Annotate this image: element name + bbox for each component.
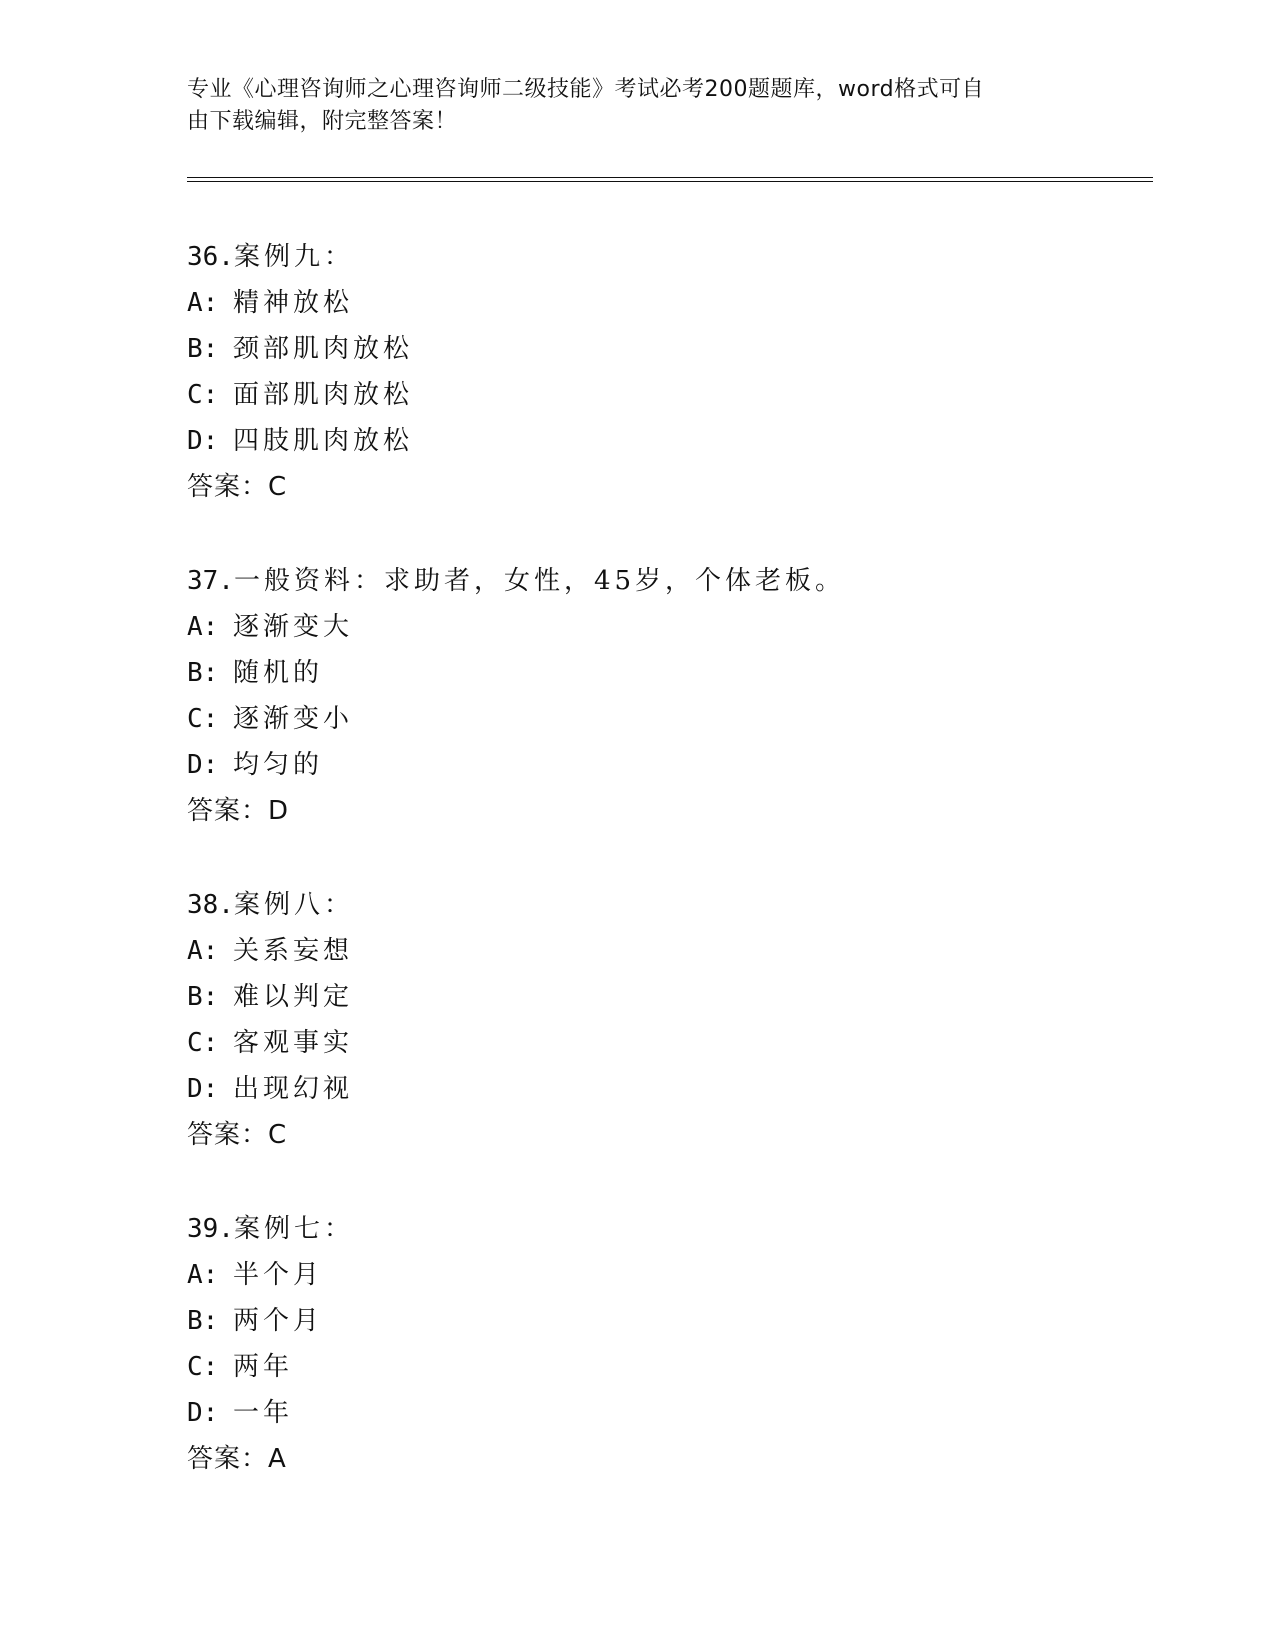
option-a: [187, 280, 1127, 326]
option-text: 一年: [233, 1398, 294, 1428]
option-c: [187, 1344, 1127, 1390]
question-37: [187, 558, 1127, 834]
option-c: [187, 372, 1127, 418]
option-letter: D:: [187, 750, 219, 780]
option-letter: D:: [187, 1398, 219, 1428]
question-39: [187, 1206, 1127, 1482]
header-divider: [187, 177, 1153, 182]
option-text: 关系妄想: [233, 936, 354, 966]
option-letter: B:: [187, 658, 219, 688]
option-a: [187, 1252, 1127, 1298]
option-letter: B:: [187, 982, 219, 1012]
option-a: [187, 928, 1127, 974]
option-d: [187, 742, 1127, 788]
option-letter: B:: [187, 1306, 219, 1336]
question-stem: [187, 558, 1127, 604]
option-text: 出现幻视: [233, 1074, 354, 1104]
option-text: 面部肌肉放松: [233, 380, 414, 410]
option-d: [187, 1390, 1127, 1436]
answer-line: 答案：D: [187, 796, 290, 826]
question-number: 37.: [187, 566, 234, 596]
question-stem: [187, 1206, 1127, 1252]
option-text: 四肢肌肉放松: [233, 426, 414, 456]
option-letter: A:: [187, 612, 219, 642]
option-d: [187, 418, 1127, 464]
option-letter: B:: [187, 334, 219, 364]
option-text: 两个月: [233, 1306, 324, 1336]
option-text: 颈部肌肉放松: [233, 334, 414, 364]
question-text: 案例七：: [233, 1214, 354, 1244]
answer-line: 答案：A: [187, 1444, 287, 1474]
option-text: 均匀的: [233, 750, 324, 780]
option-b: [187, 974, 1127, 1020]
question-list: [187, 234, 1127, 1530]
question-38: [187, 882, 1127, 1158]
question-36: [187, 234, 1127, 510]
question-stem: [187, 882, 1127, 928]
option-text: 难以判定: [233, 982, 354, 1012]
option-text: 随机的: [233, 658, 324, 688]
question-number: 38.: [187, 890, 234, 920]
option-letter: C:: [187, 704, 219, 734]
option-b: [187, 650, 1127, 696]
question-text: 案例八：: [233, 890, 354, 920]
option-text: 两年: [233, 1352, 294, 1382]
option-text: 半个月: [233, 1260, 324, 1290]
question-text: 一般资料：求助者，女性，45岁，个体老板。: [233, 566, 846, 596]
option-letter: A:: [187, 288, 219, 318]
option-a: [187, 604, 1127, 650]
option-letter: C:: [187, 1028, 219, 1058]
option-b: [187, 326, 1127, 372]
question-text: 案例九：: [233, 242, 354, 272]
answer-line: 答案：C: [187, 472, 288, 502]
option-text: 逐渐变小: [233, 704, 354, 734]
question-number: 39.: [187, 1214, 234, 1244]
option-letter: A:: [187, 936, 219, 966]
question-stem: [187, 234, 1127, 280]
question-number: 36.: [187, 242, 234, 272]
option-text: 精神放松: [233, 288, 354, 318]
option-b: [187, 1298, 1127, 1344]
option-letter: C:: [187, 1352, 219, 1382]
option-c: [187, 696, 1127, 742]
option-c: [187, 1020, 1127, 1066]
option-d: [187, 1066, 1127, 1112]
option-text: 逐渐变大: [233, 612, 354, 642]
option-letter: D:: [187, 426, 219, 456]
option-letter: A:: [187, 1260, 219, 1290]
option-text: 客观事实: [233, 1028, 354, 1058]
answer-line: 答案：C: [187, 1120, 288, 1150]
document-header: [187, 74, 1067, 138]
option-letter: D:: [187, 1074, 219, 1104]
header-line-1: 专业《心理咨询师之心理咨询师二级技能》考试必考200题题库，word格式可自: [187, 77, 985, 102]
header-line-2: 由下载编辑，附完整答案！: [187, 109, 458, 134]
option-letter: C:: [187, 380, 219, 410]
